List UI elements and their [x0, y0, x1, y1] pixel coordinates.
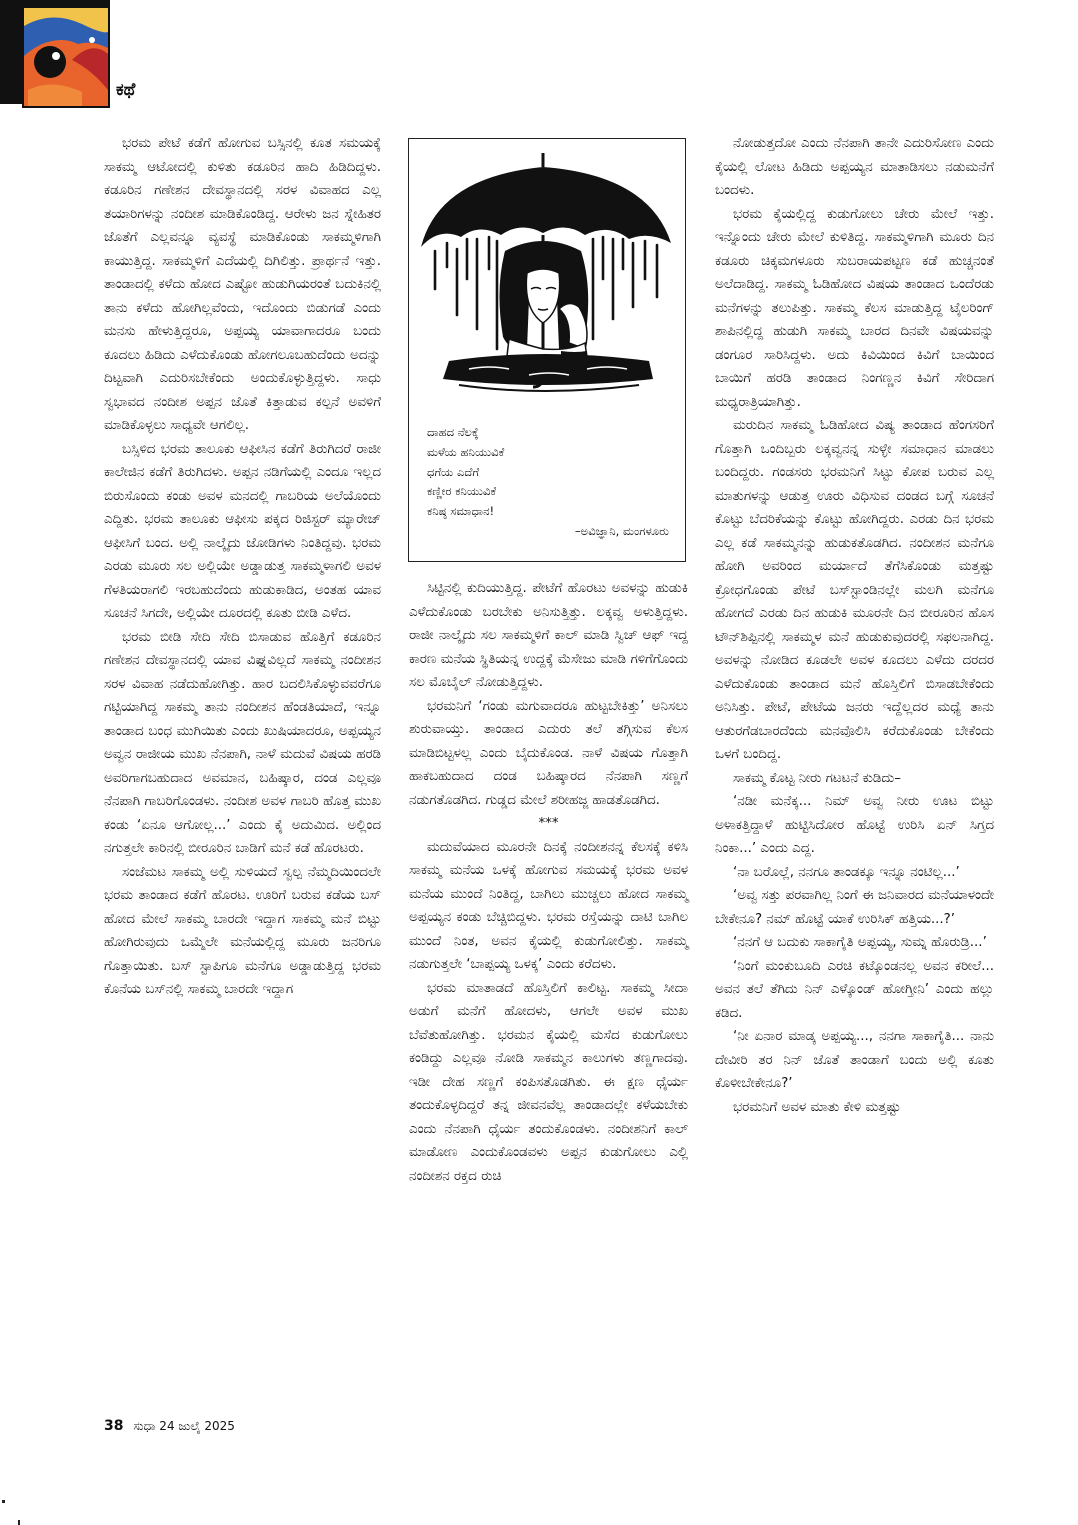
illustration-box — [408, 138, 686, 562]
poem-author: –ಅವಿಜ್ಞಾನಿ, ಮಂಗಳೂರು — [574, 524, 669, 538]
article-paragraph: ಸಿಟ್ಟಿನಲ್ಲಿ ಕುದಿಯುತ್ತಿದ್ದ. ಪೇಟೆಗೆ ಹೊರಟು ಅವಳನ್ನು ಹುಡುಕಿ ಎಳೆದುಕೊಂಡು ಬರಬೇಕು ಅನಿಸುತ್ತಿತ್ತು. ಲಕ್ಕವ್ವ ಅಳುತ್ತಿದ್ದಳು. ರಾಜೀ ನಾಲ್ಕೈದು ಸಲ ಸಾಕಮ್ಮಳಿಗೆ ಕಾಲ್ ಮಾಡಿ ಸ್ವಿಚ್ ಆಫ್ ಇದ್ದ ಕಾರಣ ಮನೆಯ ಸ್ಥಿತಿಯನ್ನ ಉದ್ದಕ್ಕೆ ಮೆಸೇಜು ಮಾಡಿ ಗಳಿಗೆಗೊಂದು ಸಲ ಮೊಬೈಲ್ ನೋಡುತ್ತಿದ್ದಳು. — [409, 581, 688, 690]
poem-line: ದಾಹದ ನೆಲಕ್ಕೆ — [427, 425, 479, 439]
magazine-issue: ಸುಧಾ 24 ಜುಲೈ 2025 — [133, 1419, 235, 1433]
poem — [427, 423, 504, 522]
poem-line: ಕನಿಷ್ಠ ಸಮಾಧಾನ! — [427, 504, 495, 519]
left-color-bar — [0, 0, 22, 104]
article-paragraph: ಭರಮ ಮಾತಾಡದೆ ಹೊಸ್ತಿಲಿಗೆ ಕಾಲಿಟ್ಟ. ಸಾಕಮ್ಮ ಸೀದಾ ಅಡುಗೆ ಮನೆಗೆ ಹೋದಳು, ಆಗಲೇ ಅವಳ ಮುಖ ಬೆವೆತುಹೋಗಿತ್ತು. ಭರಮನ ಕೈಯಲ್ಲಿ ಮಸೆದ ಕುಡುಗೋಲು ಕಂಡಿದ್ದು ಎಲ್ಲವೂ ನೋಡಿ ಸಾಕಮ್ಮನ ಕಾಲುಗಳು ತಣ್ಣಗಾದವು. ಇಡೀ ದೇಹ ಸಣ್ಣಗೆ ಕಂಪಿಸತೊಡಗಿತು. ಈ ಕ್ಷಣ ಧೈರ್ಯ ತಂದುಕೊಳ್ಳದಿದ್ದರೆ ತನ್ನ ಜೀವನವೆಲ್ಲ ತಾಂಡಾದಲ್ಲೇ ಕಳೆಯಬೇಕು ಎಂದು ನೆನಪಾಗಿ ಧೈರ್ಯ ತಂದುಕೊಂಡಳು. ನಂದೀಶನಿಗೆ ಕಾಲ್ ಮಾಡೋಣ ಎಂದುಕೊಂಡವಳು ಅಪ್ಪನ ಕುಡುಗೋಲು ಎಲ್ಲಿ ನಂದೀಶನ ರಕ್ತದ ರುಚಿ — [409, 980, 688, 1184]
article-paragraph: ‘ನಡೀ ಮನೆಕ್ಕ... ನಿಮ್ ಅವ್ವ ನೀರು ಊಟ ಬಿಟ್ಟು ಅಳಾಕತ್ತಿದ್ದಾಳೆ ಹುಟ್ಟಿಸಿದೋರ ಹೊಟ್ಟೆ ಉರಿಸಿ ಏನ್ ಸಿಗ್ತದ ನಿಂಕಾ...’ ಎಂದು ಎದ್ದ. — [715, 794, 994, 856]
article-paragraph: *** — [538, 816, 559, 831]
umbrella-girl-illustration — [409, 139, 687, 409]
article-column-2 — [409, 577, 688, 1188]
article-paragraph: ಮರುದಿನ ಸಾಕಮ್ಮ ಓಡಿಹೋದ ವಿಷ್ಯ ತಾಂಡಾದ ಹೆಂಗಸರಿಗೆ ಗೊತ್ತಾಗಿ ಒಂದಿಬ್ಬರು ಲಕ್ಕವ್ವನನ್ನ ಸುಳ್ಳೇ ಸಮಾಧಾನ ಮಾಡಲು ಬಂದಿದ್ದರು. ಗಂಡಸರು ಭರಮನಿಗೆ ಸಿಟ್ಟು ಕೋಪ ಬರುವ ಎಲ್ಲ ಮಾತುಗಳನ್ನು ಆಡುತ್ತ ಊರು ವಿಧಿಸುವ ದಂಡದ ಬಗ್ಗೆ ಸೂಚನೆ ಕೊಟ್ಟು ಬೆದರಿಕೆಯನ್ನು ಕೊಟ್ಟು ಹೋಗಿದ್ದರು. ಎರಡು ದಿನ ಭರಮ ಎಲ್ಲ ಕಡೆ ಸಾಕಮ್ಮನನ್ನು ಹುಡುಕತೊಡಗಿದ. ನಂದೀಶನ ಮನೆಗೂ ಹೋಗಿ ಅವರಿಂದ ಮರ್ಯಾದೆ ತೆಗೆಸಿಕೊಂಡು ಮತ್ತಷ್ಟು ಕ್ರೋಧಗೊಂಡು ಪೇಟೆ ಬಸ್‌ಸ್ಟಾಂಡಿನಲ್ಲೇ ಮಲಗಿ ಮನೆಗೂ ಹೋಗದೆ ಎರಡು ದಿನ ಹುಡುಕಿ ಮೂರನೇ ದಿನ ಬೀರೂರಿನ ಹೊಸ ಟೌನ್‌ಶಿಪ್ಪಿನಲ್ಲಿ ಸಾಕಮ್ಮಳ ಮನೆ ಹುಡುಕುವುದರಲ್ಲಿ ಸಫಲನಾಗಿದ್ದ. ಅವಳನ್ನು ನೋಡಿದ ಕೂಡಲೇ ಅವಳ ಕೂದಲು ಎಳೆದು ದರದರ ಎಳೆದುಕೊಂಡು ತಾಂಡಾದ ಮನೆ ಹೊಸ್ತಿಲಿಗೆ ಬಿಸಾಡಬೇಕೆಂದು ಅನಿಸಿತ್ತು. ಪೇಟೆ, ಪೇಟೆಯ ಜನರು ಇದ್ದೆಲ್ಲದರ ಮಧ್ಯೆ ತಾನು ಆತುರಗೆಡಬಾರದೆಂದು ಮನವೊಲಿಸಿ ಕರೆದುಕೊಂಡು ಬೇಕೆಂದು ಒಳಗೆ ಬಂದಿದ್ದ. — [715, 418, 994, 762]
article-column-1 — [104, 132, 381, 1002]
article-paragraph: ಭರಮನಿಗೆ ‘ಗಂಡು ಮಗುವಾದರೂ ಹುಟ್ಟಬೇಕಿತ್ತು’ ಅನಿಸಲು ಶುರುವಾಯ್ತು. ತಾಂಡಾದ ಎದುರು ತಲೆ ತಗ್ಗಿಸುವ ಕೆಲಸ ಮಾಡಿಬಿಟ್ಟಳಲ್ಲ ಎಂದು ಬೈದುಕೊಂಡ. ನಾಳೆ ವಿಷಯ ಗೊತ್ತಾಗಿ ಹಾಕಬಹುದಾದ ದಂಡ ಬಹಿಷ್ಕಾರದ ನೆನಪಾಗಿ ಸಣ್ಣಗೆ ನಡುಗತೊಡಗಿದ. ಗುಡ್ಡದ ಮೇಲೆ ಶರೀಹಜ್ಜ ಹಾಡತೊಡಗಿದ. — [409, 698, 688, 808]
poem-line: ಮಳೆಯ ಹನಿಯುವಿಕೆ — [427, 444, 505, 459]
article-paragraph: ಭರಮ ಪೇಟೆ ಕಡೆಗೆ ಹೋಗುವ ಬಸ್ಸಿನಲ್ಲಿ ಕೂತ ಸಮಯಕ್ಕೆ ಸಾಕಮ್ಮ ಆಟೋದಲ್ಲಿ ಕುಳಿತು ಕಡೂರಿನ ಹಾದಿ ಹಿಡಿದಿದ್ದಳು. ಕಡೂರಿನ ಗಣೇಶನ ದೇವಸ್ಥಾನದಲ್ಲಿ ಸರಳ ವಿವಾಹದ ಎಲ್ಲ ತಯಾರಿಗಳನ್ನು ನಂದೀಶ ಮಾಡಿಕೊಂಡಿದ್ದ. ಆರೇಳು ಜನ ಸ್ನೇಹಿತರ ಜೊತೆಗೆ ಎಲ್ಲವನ್ನೂ ವ್ಯವಸ್ಥೆ ಮಾಡಿಕೊಂಡು ಸಾಕಮ್ಮಳಿಗಾಗಿ ಕಾಯುತ್ತಿದ್ದ. ಸಾಕಮ್ಮಳಿಗೆ ಎದೆಯಲ್ಲಿ ದಿಗಿಲಿತ್ತು. ಪ್ರಾರ್ಥನೆ ಇತ್ತು. ತಾಂಡಾದಲ್ಲಿ ಕಳೆದು ಹೋದ ಎಷ್ಟೋ ಹುಡುಗಿಯರಂತೆ ಬದುಕಿನಲ್ಲಿ ತಾನು ಕಳೆದು ಹೋಗಿಲ್ಲವೆಂದು, ಇದೊಂದು ಬಿಡುಗಡೆ ಎಂದು ಮನಸು ಹೇಳುತ್ತಿದ್ದರೂ, ಅಪ್ಪಯ್ಯ ಯಾವಾಗಾದರೂ ಬಂದು ಕೂದಲು ಹಿಡಿದು ಎಳೆದುಕೊಂಡು ಹೋಗಲೂಬಹುದೆಂದು ಅದನ್ನು ದಿಟ್ಟವಾಗಿ ಎದುರಿಸಬೇಕೆಂದು ಅಂದುಕೊಳ್ಳುತ್ತಿದ್ದಳು. ಸಾಧು ಸ್ವಭಾವದ ನಂದೀಶ ಅಪ್ಪನ ಜೊತೆ ಕಿತ್ತಾಡುವ ಕಲ್ಪನೆ ಅವಳಿಗೆ ಮಾಡಿಕೊಳ್ಳಲು ಸಾಧ್ಯವೇ ಆಗಲಿಲ್ಲ. — [104, 136, 381, 433]
article-paragraph: ಭರಮನಿಗೆ ಅವಳ ಮಾತು ಕೇಳಿ ಮತ್ತಷ್ಟು — [733, 1099, 901, 1115]
corner-mark — [2, 1500, 5, 1503]
article-paragraph: ನೋಡುತ್ತದೋ ಎಂದು ನೆನಪಾಗಿ ತಾನೇ ಎದುರಿಸೋಣ ಎಂದು ಕೈಯಲ್ಲಿ ಲೋಟ ಹಿಡಿದು ಅಪ್ಪಯ್ಯನ ಮಾತಾಡಿಸಲು ನಡುಮನೆಗೆ ಬಂದಳು. — [715, 136, 994, 198]
poem-line: ಕಣ್ಣೀರ ಕನಿಯುವಿಕೆ — [427, 484, 497, 499]
article-paragraph: ‘ನಿಂಗೆ ಮಂಕುಬೂದಿ ಎರಚಿ ಕಟ್ಕೊಂಡನಲ್ಲ ಅವನ ಕರೀಲೆ... ಅವನ ತಲೆ ತೆಗಿದು ನಿನ್ ಎಳ್ಕೊಂಡ್ ಹೋಗ್ತೀನಿ’ ಎಂದು ಹಲ್ಲು ಕಡಿದ. — [715, 958, 994, 1021]
article-paragraph: ‘ನೀ ಏನಾರ ಮಾಡ್ಕ ಅಪ್ಪಯ್ಯ..., ನನಗಾ ಸಾಕಾಗೈತಿ... ನಾನು ದೇವೀರಿ ತರ ನಿನ್ ಜೊತೆ ತಾಂಡಾಗೆ ಬಂದು ಅಲ್ಲಿ ಕೂತು ಕೊಳೀಬೇಕೇನೂ?’ — [715, 1029, 994, 1091]
article-paragraph: ‘ಅವ್ವ ಸತ್ತು ಪರವಾಗಿಲ್ಲ ನಿಂಗೆ ಈ ಜನಿವಾರದ ಮನೆಯಾಳಂದೇ ಬೇಕೇನೂ? ನಮ್ ಹೊಟ್ಟೆ ಯಾಕೆ ಉರಿಸಿಕ್ ಹತ್ತಿಯ...?’ — [715, 888, 994, 927]
article-paragraph: ಭರಮ ಕೈಯಲ್ಲಿದ್ದ ಕುಡುಗೋಲು ಚೇರು ಮೇಲೆ ಇತ್ತು. ಇನ್ನೊಂದು ಚೇರು ಮೇಲೆ ಕುಳಿತಿದ್ದ. ಸಾಕಮ್ಮಳಿಗಾಗಿ ಮೂರು ದಿನ ಕಡೂರು ಚಿಕ್ಕಮಗಳೂರು ಸುಬರಾಯಪಟ್ಟಣ ಕಡೆ ಹುಚ್ಚನಂತೆ ಅಲೆದಾಡಿದ್ದ. ಸಾಕಮ್ಮ ಓಡಿಹೋದ ವಿಷಯ ತಾಂಡಾದ ಒಂದೆರಡು ಮನೆಗಳನ್ನು ತಲುಪಿತ್ತು. ಸಾಕಮ್ಮ ಕೆಲಸ ಮಾಡುತ್ತಿದ್ದ ಟೈಲರಿಂಗ್ ಶಾಪಿನಲ್ಲಿದ್ದ ಹುಡುಗಿ ಸಾಕಮ್ಮ ಬಾರದ ದಿನವೇ ವಿಷಯವನ್ನು ಡಂಗೂರ ಸಾರಿಸಿದ್ದಳು. ಅದು ಕಿವಿಯಿಂದ ಕಿವಿಗೆ ಬಾಯಿಂದ ಬಾಯಿಗೆ ಹರಡಿ ತಾಂಡಾದ ನಿಂಗಣ್ಣನ ಕಿವಿಗೆ ಸೇರಿದಾಗ ಮಧ್ಯರಾತ್ರಿಯಾಗಿತ್ತು. — [715, 206, 994, 410]
corner-mark — [18, 1520, 20, 1525]
article-column-3 — [715, 132, 994, 1119]
article-paragraph: ಸಾಕಮ್ಮ ಕೊಟ್ಟ ನೀರು ಗಟಟನೆ ಕುಡಿದು– — [733, 770, 901, 786]
section-label: ಕಥೆ — [116, 80, 136, 100]
section-logo — [22, 0, 110, 108]
article-paragraph: ‘ನಾ ಬರೊಲ್ಲೆ, ನನಗೂ ತಾಂಡಕ್ಕೂ ಇನ್ನೂ ನಂಟಿಲ್ಲ...’ — [733, 864, 960, 880]
page-footer — [104, 1418, 235, 1434]
article-paragraph: ಮದುವೆಯಾದ ಮೂರನೇ ದಿನಕ್ಕೆ ನಂದೀಶನನ್ನ ಕೆಲಸಕ್ಕೆ ಕಳಿಸಿ ಸಾಕಮ್ಮ ಮನೆಯ ಒಳಕ್ಕೆ ಹೋಗುವ ಸಮಯಕ್ಕೆ ಭರಮ ಅವಳ ಮನೆಯ ಮುಂದೆ ನಿಂತಿದ್ದ, ಬಾಗಿಲು ಮುಚ್ಚಲು ಹೋದ ಸಾಕಮ್ಮ ಅಪ್ಪಯ್ಯನ ಕಂಡು ಬೆಚ್ಚಿಬಿದ್ದಳು. ಭರಮ ರಸ್ತೆಯನ್ನು ದಾಟಿ ಬಾಗಿಲ ಮುಂದೆ ನಿಂತ, ಅವನ ಕೈಯಲ್ಲಿ ಕುಡುಗೋಲಿತ್ತು. ಸಾಕಮ್ಮ ನಡುಗುತ್ತಲೇ ‘ಬಾಪ್ಪಯ್ಯ ಒಳಕ್ಕ’ ಎಂದು ಕರೆದಳು. — [409, 839, 688, 972]
article-paragraph: ‘ನನಗೆ ಆ ಬದುಕು ಸಾಕಾಗೈತಿ ಅಪ್ಪಯ್ಯ, ಸುಮ್ನ ಹೊರುಡ್ರಿ...’ — [733, 935, 987, 950]
article-paragraph: ಸಂಜೆಮಟ ಸಾಕಮ್ಮ ಅಲ್ಲಿ ಸುಳಿಯದೆ ಸ್ವಲ್ಪ ನೆಮ್ಮದಿಯಿಂದಲೇ ಭರಮ ತಾಂಡಾದ ಕಡೆಗೆ ಹೊರಟ. ಊರಿಗೆ ಬರುವ ಕಡೆಯ ಬಸ್ ಹೋದ ಮೇಲೆ ಸಾಕಮ್ಮ ಬಾರದೇ ಇದ್ದಾಗ ಸಾಕಮ್ಮ ಮನೆ ಬಿಟ್ಟು ಹೋಗಿರುವುದು ಒಮ್ಮೆಲೇ ಮನೆಯಲ್ಲಿದ್ದ ಮೂರು ಜನರಿಗೂ ಗೊತ್ತಾಯಿತು. ಬಸ್ ಸ್ಟಾಪಿಗೂ ಮನೆಗೂ ಅಡ್ಡಾಡುತ್ತಿದ್ದ ಭರಮ ಕೊನೆಯ ಬಸ್‌ನಲ್ಲಿ ಸಾಕಮ್ಮ ಬಾರದೇ ಇದ್ದಾಗ — [104, 864, 381, 997]
poem-line: ಧಗೆಯ ಎದೆಗೆ — [427, 464, 480, 479]
article-paragraph: ಬಸ್ಸಿಳಿದ ಭರಮ ತಾಲೂಕು ಆಫೀಸಿನ ಕಡೆಗೆ ತಿರುಗಿದರೆ ರಾಜೀ ಕಾಲೇಜಿನ ಕಡೆಗೆ ತಿರುಗಿದಳು. ಅಪ್ಪನ ನಡಿಗೆಯಲ್ಲಿ ಎಂದೂ ಇಲ್ಲದ ಬಿರುಸೊಂದು ಕಂಡು ಅವಳ ಮನದಲ್ಲಿ ಗಾಬರಿಯ ಅಲೆಯೊಂದು ಎದ್ದಿತು. ಭರಮ ತಾಲೂಕು ಆಫೀಸು ಪಕ್ಕದ ರಿಜಿಸ್ಟರ್ ಮ್ಯಾರೇಜ್ ಆಫೀಸಿಗೆ ಬಂದ. ಅಲ್ಲಿ ನಾಲ್ಕೈದು ಜೋಡಿಗಳು ನಿಂತಿದ್ದವು. ಭರಮ ಎರಡು ಮೂರು ಸಲ ಅಲ್ಲಿಯೇ ಅಡ್ಡಾಡುತ್ತ ಸಾಕಮ್ಮಳಾಗಲಿ ಅವಳ ಗೆಳತಿಯರಾಗಲಿ ಇರಬಹುದೆಂದು ಹುಡುಕಾಡಿದ, ಅಂತಹ ಯಾವ ಸೂಚನೆ ಸಿಗದೇ, ಅಲ್ಲಿಯೇ ದೂರದಲ್ಲಿ ಕೂತು ಬೀಡಿ ಎಳೆದ. — [104, 441, 381, 621]
page-number: 38 — [104, 1418, 124, 1434]
article-paragraph: ಭರಮ ಬೀಡಿ ಸೇದಿ ಸೇದಿ ಬಿಸಾಡುವ ಹೊತ್ತಿಗೆ ಕಡೂರಿನ ಗಣೇಶನ ದೇವಸ್ಥಾನದಲ್ಲಿ ಯಾವ ವಿಘ್ನವಿಲ್ಲದೆ ಸಾಕಮ್ಮ ನಂದೀಶನ ಸರಳ ವಿವಾಹ ನಡೆದುಹೋಗಿತ್ತು. ಹಾರ ಬದಲಿಸಿಕೊಳ್ಳುವವರೆಗೂ ಗಟ್ಟಿಯಾಗಿದ್ದ ಸಾಕಮ್ಮ ತಾನು ನಂದೀಶನ ಹೆಂಡತಿಯಾದೆ, ಇನ್ನೂ ತಾಂಡಾದ ಬಂಧ ಮುಗಿಯಿತು ಎಂದು ಖುಷಿಯಾದರೂ, ಅಪ್ಪಯ್ಯನ ಅವ್ವನ ರಾಜೀಯ ಮುಖ ನೆನಪಾಗಿ, ನಾಳೆ ಮದುವೆ ವಿಷಯ ಹರಡಿ ಅವರಿಗಾಗಬಹುದಾದ ಅವಮಾನ, ಬಹಿಷ್ಕಾರ, ದಂಡ ಎಲ್ಲವೂ ನೆನಪಾಗಿ ಗಾಬರಿಗೊಂಡಳು. ನಂದೀಶ ಅವಳ ಗಾಬರಿ ಹೊತ್ತ ಮುಖ ಕಂಡು ‘ಏನೂ ಆಗೋಲ್ಲ...’ ಎಂದು ಕೈ ಅದುಮಿದ. ಅಲ್ಲಿಂದ ನಗುತ್ತಲೇ ಕಾರಿನಲ್ಲಿ ಬೀರೂರಿನ ಬಾಡಿಗೆ ಮನೆ ಕಡೆ ಹೊರಟರು. — [104, 629, 381, 856]
